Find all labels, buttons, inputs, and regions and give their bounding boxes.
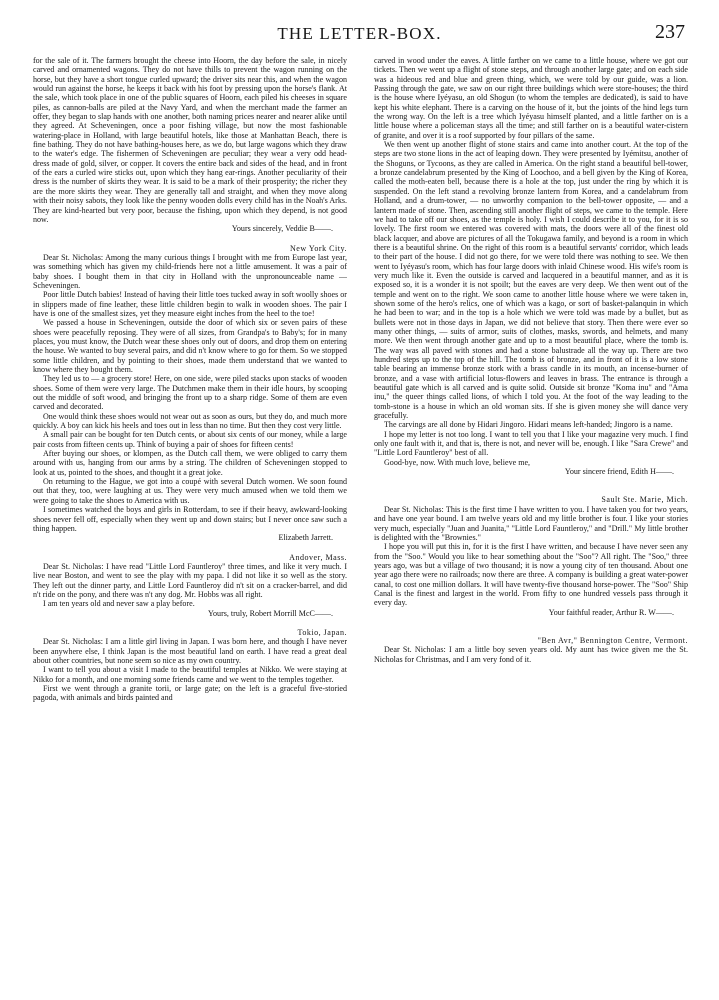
paragraph: Dear St. Nicholas: I am a little boy seven years old. My aunt has twice given me the St. Nicholas for Christmas, and I am very fond of it. [374, 645, 688, 664]
page-header [0, 21, 719, 48]
letter-location: "Ben Avr," Bennington Centre, Vermont. [537, 635, 688, 645]
paragraph: I hope you will put this in, for it is the first I have written, and because I have never seen any from the "Soo." Would you like to hear something about the "Soo"? All right. The "Soo," three years ago, was but a village of two thousand; it is now a young city of ten thousand. About one year ago there were no railroads; now there are three. A company is building a great water-power canal, to cost one million dollars. It will have twenty-five thousand horse-power. The "Soo" Ship Canal is the finest and largest in the world. From fifty to one hundred vessels pass through it every day. [374, 542, 688, 608]
paragraph: We passed a house in Scheveningen, outside the door of which six or seven pairs of these shoes were peacefully reposing. They were of all sizes, from Grandpa's to Baby's; for in many places, you must know, the Dutch wear these shoes only out of doors, and drop them on entering the house. We wanted to buy several pairs, and did n't know where to go for them. So we stopped some little children, and by pointing to their shoes, made them understand that we wanted to know where they bought them. [33, 318, 347, 374]
paragraph: for the sale of it. The farmers brought the cheese into Hoorn, the day before the sale, in nicely carved and ornamented wagons. They do not have thills to prevent the wagon running on the horse, but they have a short tongue curled upward; the driver sits near this, and when the wagon would run against the horse, he keeps it back with his foot by pressing upon the horse's flank. At the sale, which took place in one of the public squares of Hoorn, each piled his cheeses in square piles, as cannon-balls are piled at the Navy Yard, and when the merchant made the farmer an offer, they began to slap hands with one another, both naming prices nearer and nearer alike until they agreed. At Scheveningen, once a poor fishing village, but now the most fashionable watering-place in Holland, with large beautiful hotels, like those at Manhattan Beach, there is fine bathing. They do not have bathing-houses here, as we do, but large wagons which they draw to the water's edge. The fishermen of Scheveningen are peculiar; they wear a very odd head-dress made of gold, silver, or copper. It covers the entire back and sides of the head, and in front of the ears a curled wire sticks out, upon which they hang ear-rings. Another peculiarity of their dress is the number of skirts they wear. It is said to be a mark of their prosperity; the richer they are the more skirts they wear. They are generally tall and straight, and when they move along with their noisy sabots, they look like the penny wooden dolls every child has in the Noah's Arks. They are kind-hearted but very poor, because the fishing, upon which they depend, is not good now. [33, 56, 347, 224]
signature: Your sincere friend, Edith H——. [564, 467, 674, 477]
right-column [374, 56, 688, 986]
paragraph: Dear St. Nicholas: This is the first time I have written to you. I have taken you for two years, and have one year bound. I am twelve years old and my little brother is four. I like your stories very much, especially "Juan and Juanita," "Little Lord Fauntleroy," and "Drill." My little brother is delighted with the "Brownies." [374, 504, 688, 542]
signature: Yours sincerely, Veddie B——. [231, 224, 333, 234]
paragraph: After buying our shoes, or klompen, as the Dutch call them, we were obliged to carry them around with us, hanging from our arms by a string. The children of Scheveningen stopped to look at us, pointed to the shoes, and thought it a great joke. [33, 449, 347, 477]
paragraph: carved in wood under the eaves. A little farther on we came to a little house, where we got our tickets. Then we went up a flight of stone steps, and through another large gate; and on each side was a hideous red and blue and green thing, which, we were told by our guide, was a lion. Passing through the gate, we saw on our right three buildings which were store-houses; the third is the house where Iyéyasu, an old Shogun (to whom the temples are dedicated), is said to have kept his white elephant. There is a carving on the house of it, but the joints of the hind legs turn the wrong way. On the left is a tree which Iyéyasu himself planted, and a little farther on is a little house where a policeman stays all the time; and still farther on is a beautiful water-cistern of granite, and over it is a roof supported by four pillars of the same. [374, 56, 688, 140]
paragraph: I sometimes watched the boys and girls in Rotterdam, to see if their heavy, awkward-looking shoes never fell off, especially when they went up and down stairs; but I never once saw such a thing happen. [33, 505, 347, 533]
paragraph: First we went through a granite torii, or large gate; on the left is a graceful five-storied pagoda, with animals and birds painted and [33, 684, 347, 703]
signature: Yours, truly, Robert Morrill McC——. [208, 608, 333, 618]
paragraph: I hope my letter is not too long. I want to tell you that I like your magazine very much. I find only one fault with it, and that is, there is not, and never will be, enough. I like "Sara Crewe" and "Little Lord Fauntleroy" best of all. [374, 429, 688, 458]
running-title: THE LETTER-BOX. [277, 24, 442, 43]
paragraph: I want to tell you about a visit I made to the beautiful temples at Nikko. We were staying at Nikko for a month, and one morning some friends came and we went to the temples together. [33, 665, 347, 684]
paragraph: Poor little Dutch babies! Instead of having their little toes tucked away in soft woolly shoes or in slippers made of fine leather, these little children begin to walk in wooden shoes. The pair I have is one of the smallest sizes, yet they measure eight inches from the heel to the toe! [33, 290, 347, 318]
signature: Elizabeth Jarrett. [278, 533, 333, 543]
paragraph: I am ten years old and never saw a play before. [43, 599, 195, 609]
signature: Your faithful reader, Arthur R. W——. [548, 607, 674, 617]
paragraph: A small pair can be bought for ten Dutch cents, or about six cents of our money, while a large pair costs from fifteen cents up. Think of buying a pair of shoes for fifteen cents! [33, 430, 347, 449]
paragraph: One would think these shoes would not wear out as soon as ours, but they do, and much more quickly. A boy can kick his heels and toes out in less than no time. But then they cost very little. [33, 411, 347, 431]
left-column [33, 56, 347, 986]
paragraph: Dear St. Nicholas: Among the many curious things I brought with me from Europe last year, was something which has given my child-friends here not a little amusement. It was a pair of baby shoes. I bought them in that city in Holland with the unpronounceable name — Scheveningen. [33, 252, 347, 290]
letter-location: Tokio, Japan. [297, 627, 347, 637]
paragraph: The carvings are all done by Hidari Jingoro. Hidari means left-handed; Jingoro is a name. [384, 420, 673, 430]
paragraph: On returning to the Hague, we got into a coupé with several Dutch women. We soon found out that they, too, were laughing at us. They were very much amused when we told them we were going to take the shoes to America with us. [33, 477, 347, 505]
letter-location: Sault Ste. Marie, Mich. [601, 495, 688, 505]
paragraph: Dear St. Nicholas: I have read "Little Lord Fauntleroy" three times, and like it very much. I live near Boston, and went to see the play with my papa. I did not like it so well as the story. They left out the dinner party, and Little Lord Fauntleroy did n't sit on a cracker-barrel, and did n't ride on the pony, and there was n't any dog. Mr. Hobbs was all right. [33, 561, 347, 599]
page-number: 237 [655, 21, 685, 43]
letter-location: New York City. [289, 243, 347, 253]
paragraph: Good-bye, now. With much love, believe me, [384, 457, 531, 467]
paragraph: Dear St. Nicholas: I am a little girl living in Japan. I was born here, and though I have never been anywhere else, I think Japan is the most beautiful land on earth. I have read a great deal about other countries, but none seem so nice as my own country. [33, 637, 347, 665]
letter-location: Andover, Mass. [289, 552, 347, 562]
paragraph: They led us to — a grocery store! Here, on one side, were piled stacks upon stacks of wooden shoes. Some of them were very large. The Dutchmen make them in their idle hours, by scooping out the middle of soft wood, and bringing the front up to a sharp ridge. Some of them are even carved and decorated. [33, 374, 347, 412]
paragraph: We then went up another flight of stone stairs and came into another court. At the top of the steps are two stone lions in the act of leaping down. They were presented by Iyémitsu, another of the Shoguns, or Tycoons, as they are called in America. On the right stand a beautiful bell-tower, a bronze candelabrum presented by the King of Loochoo, and a bell given by the King of Korea, called the moth-eaten bell, because there is a hole at the top, just under the ring by which it is suspended. On the left stand a revolving bronze lantern from Korea, and a candelabrum from Holland, and a drum-tower, — no unworthy companion to the bell-tower opposite, — and a lantern made of stone. Then, ascending still another flight of steps, we came to the temple. Here we had to take off our shoes, as the temple is holy. I wish I could describe it to you, for it is so lovely. The first room we entered was covered with mats, the doors were all of the finest old black lacquer, and above are pictures of all the Tokugawa family, and beyond is a room in which there is a beautiful shrine. On the right of this room is a beautiful servants' corridor, which leads to their part of the house. I did not go there, for we were told there was nothing to see. We then went to Iyéyasu's room, which has four large doors with inlaid Chinese wood. His wife's room is very much like it. Even the outside is carved and lacquered in a beautiful manner, and as it is exposed so, it is a wonder it is not spoilt; but the eaves are very deep. We then went out of the temple and went on to the right. We soon came to another little house where we were taken in, shown some of the hero's relics, one of which was a kago, or sort of basket-palanquin in which he had been to war; and in the top is a hole which we were told was made by a bullet, but as bullets were not in those days in Japan, we did not believe that story. Then there were ever so many other things, — suits of armor, suits of clothes, masks, swords, and helmets, and many more. We then went through another gate and up to a most beautiful place, where the tomb is. The way was all paved with stones and had a stone balustrade all the way up. There are two hundred steps up to the top of the hill. The tomb is of bronze, and in front of it is a low stone table bearing an immense bronze stork with a brass candle in its mouth, an incense-burner of bronze, and a vase with artificial lotus-flowers and leaves in brass. The entrance is through a beautiful gate which is all carved and is quite solid. Outside sit bronze "Koma inu" and "Ama inu," the queer things called lions, of which I told you. At the foot of the way leading to the tomb-stone is a house in which an old woman sits. If she is given money she will dance very gracefully. [374, 140, 688, 421]
